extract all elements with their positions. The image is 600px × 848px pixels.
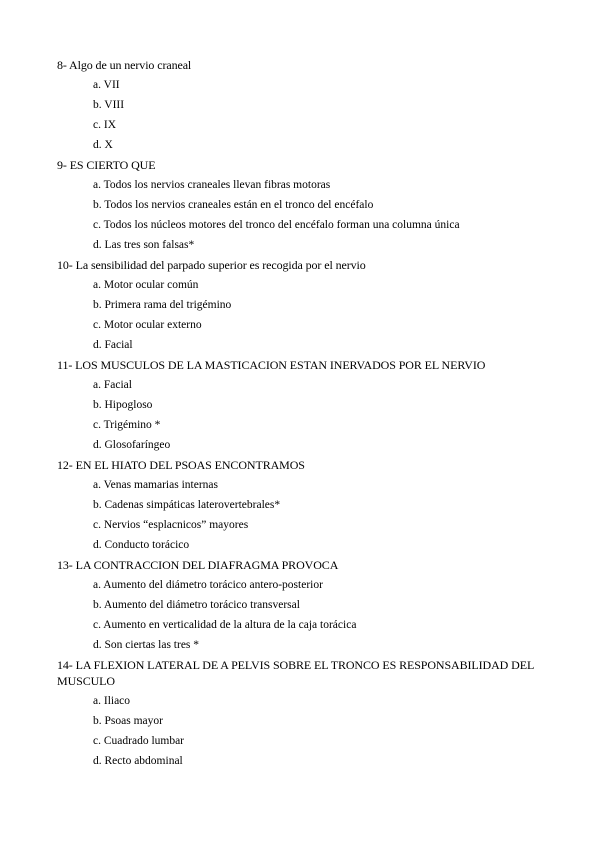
option-b bbox=[57, 395, 537, 415]
option-text: Nervios “esplacnicos” mayores bbox=[103, 519, 249, 531]
question-11 bbox=[57, 355, 537, 455]
options-list bbox=[57, 375, 537, 455]
option-letter: d. bbox=[93, 755, 102, 767]
option-letter: c. bbox=[93, 519, 101, 531]
option-text: Facial bbox=[103, 379, 132, 391]
option-c bbox=[57, 731, 537, 751]
option-letter: c. bbox=[93, 119, 101, 131]
option-c bbox=[57, 315, 537, 335]
option-b bbox=[57, 195, 537, 215]
option-c bbox=[57, 115, 537, 135]
options-list bbox=[57, 175, 537, 255]
option-a bbox=[57, 475, 537, 495]
option-letter: b. bbox=[93, 99, 102, 111]
option-text: Las tres son falsas* bbox=[104, 239, 195, 251]
option-text: Motor ocular común bbox=[103, 279, 199, 291]
option-d bbox=[57, 435, 537, 455]
option-d bbox=[57, 335, 537, 355]
option-letter: c. bbox=[93, 219, 101, 231]
question-statement: LOS MUSCULOS DE LA MASTICACION ESTAN INERVADOS POR EL NERVIO bbox=[75, 358, 486, 372]
option-b bbox=[57, 495, 537, 515]
question-number: 10- bbox=[57, 258, 73, 272]
option-a bbox=[57, 375, 537, 395]
option-letter: c. bbox=[93, 619, 101, 631]
question-14 bbox=[57, 655, 537, 771]
option-d bbox=[57, 635, 537, 655]
option-text: Primera rama del trigémino bbox=[104, 299, 232, 311]
option-b bbox=[57, 595, 537, 615]
options-list bbox=[57, 575, 537, 655]
option-letter: b. bbox=[93, 715, 102, 727]
question-text bbox=[57, 355, 537, 375]
option-letter: c. bbox=[93, 419, 101, 431]
option-a bbox=[57, 75, 537, 95]
option-text: Venas mamarias internas bbox=[103, 479, 218, 491]
question-number: 12- bbox=[57, 458, 73, 472]
option-text: Recto abdominal bbox=[104, 755, 183, 767]
option-text: Trigémino * bbox=[103, 419, 161, 431]
option-d bbox=[57, 135, 537, 155]
option-text: Aumento en verticalidad de la altura de la caja torácica bbox=[103, 619, 357, 631]
question-number: 11- bbox=[57, 358, 73, 372]
option-d bbox=[57, 235, 537, 255]
question-number: 13- bbox=[57, 558, 73, 572]
option-a bbox=[57, 575, 537, 595]
option-text: Todos los nervios craneales llevan fibras motoras bbox=[103, 179, 331, 191]
question-text bbox=[57, 55, 537, 75]
option-text: VIII bbox=[104, 99, 125, 111]
option-text: Todos los núcleos motores del tronco del encéfalo forman una columna única bbox=[103, 219, 460, 231]
option-text: Motor ocular externo bbox=[103, 319, 202, 331]
option-text: IX bbox=[103, 119, 116, 131]
option-text: Facial bbox=[104, 339, 133, 351]
question-statement: La sensibilidad del parpado superior es recogida por el nervio bbox=[75, 258, 366, 272]
option-text: Conducto torácico bbox=[104, 539, 190, 551]
option-text: Glosofaríngeo bbox=[104, 439, 171, 451]
question-number: 9- bbox=[57, 158, 67, 172]
question-9 bbox=[57, 155, 537, 255]
question-12 bbox=[57, 455, 537, 555]
question-13 bbox=[57, 555, 537, 655]
option-letter: b. bbox=[93, 599, 102, 611]
option-text: Hipogloso bbox=[104, 399, 153, 411]
option-letter: b. bbox=[93, 299, 102, 311]
option-letter: a. bbox=[93, 179, 101, 191]
option-letter: b. bbox=[93, 399, 102, 411]
option-c bbox=[57, 215, 537, 235]
option-text: Iliaco bbox=[103, 695, 131, 707]
option-d bbox=[57, 535, 537, 555]
option-text: Son ciertas las tres * bbox=[104, 639, 200, 651]
options-list bbox=[57, 75, 537, 155]
option-letter: d. bbox=[93, 139, 102, 151]
option-b bbox=[57, 95, 537, 115]
option-text: Todos los nervios craneales están en el tronco del encéfalo bbox=[104, 199, 374, 211]
question-number: 14- bbox=[57, 658, 73, 672]
options-list bbox=[57, 475, 537, 555]
option-c bbox=[57, 415, 537, 435]
question-text bbox=[57, 255, 537, 275]
option-letter: a. bbox=[93, 579, 101, 591]
option-text: Cuadrado lumbar bbox=[103, 735, 185, 747]
option-text: Psoas mayor bbox=[104, 715, 163, 727]
option-letter: d. bbox=[93, 239, 102, 251]
option-letter: b. bbox=[93, 499, 102, 511]
option-b bbox=[57, 295, 537, 315]
question-statement: ES CIERTO QUE bbox=[69, 158, 156, 172]
option-c bbox=[57, 615, 537, 635]
option-letter: d. bbox=[93, 439, 102, 451]
option-letter: a. bbox=[93, 695, 101, 707]
option-letter: d. bbox=[93, 639, 102, 651]
option-letter: a. bbox=[93, 379, 101, 391]
question-8 bbox=[57, 55, 537, 155]
question-text bbox=[57, 455, 537, 475]
option-letter: b. bbox=[93, 199, 102, 211]
options-list bbox=[57, 275, 537, 355]
question-number: 8- bbox=[57, 58, 67, 72]
option-text: Cadenas simpáticas laterovertebrales* bbox=[104, 499, 281, 511]
option-text: X bbox=[104, 139, 113, 151]
question-text bbox=[57, 155, 537, 175]
option-letter: d. bbox=[93, 539, 102, 551]
option-text: Aumento del diámetro torácico antero-posterior bbox=[103, 579, 323, 591]
option-letter: d. bbox=[93, 339, 102, 351]
question-statement: Algo de un nervio craneal bbox=[69, 58, 192, 72]
option-text: Aumento del diámetro torácico transversal bbox=[103, 599, 300, 611]
question-text bbox=[57, 655, 537, 691]
option-text: VII bbox=[103, 79, 120, 91]
option-a bbox=[57, 175, 537, 195]
option-letter: a. bbox=[93, 279, 101, 291]
document-page bbox=[57, 55, 537, 771]
option-b bbox=[57, 711, 537, 731]
option-c bbox=[57, 515, 537, 535]
option-letter: c. bbox=[93, 735, 101, 747]
question-text bbox=[57, 555, 537, 575]
option-a bbox=[57, 275, 537, 295]
question-statement: LA FLEXION LATERAL DE A PELVIS SOBRE EL TRONCO ES RESPONSABILIDAD DEL MUSCULO bbox=[57, 658, 534, 688]
question-statement: LA CONTRACCION DEL DIAFRAGMA PROVOCA bbox=[75, 558, 339, 572]
question-10 bbox=[57, 255, 537, 355]
question-statement: EN EL HIATO DEL PSOAS ENCONTRAMOS bbox=[75, 458, 305, 472]
option-d bbox=[57, 751, 537, 771]
option-a bbox=[57, 691, 537, 711]
option-letter: a. bbox=[93, 79, 101, 91]
option-letter: c. bbox=[93, 319, 101, 331]
options-list bbox=[57, 691, 537, 771]
option-letter: a. bbox=[93, 479, 101, 491]
